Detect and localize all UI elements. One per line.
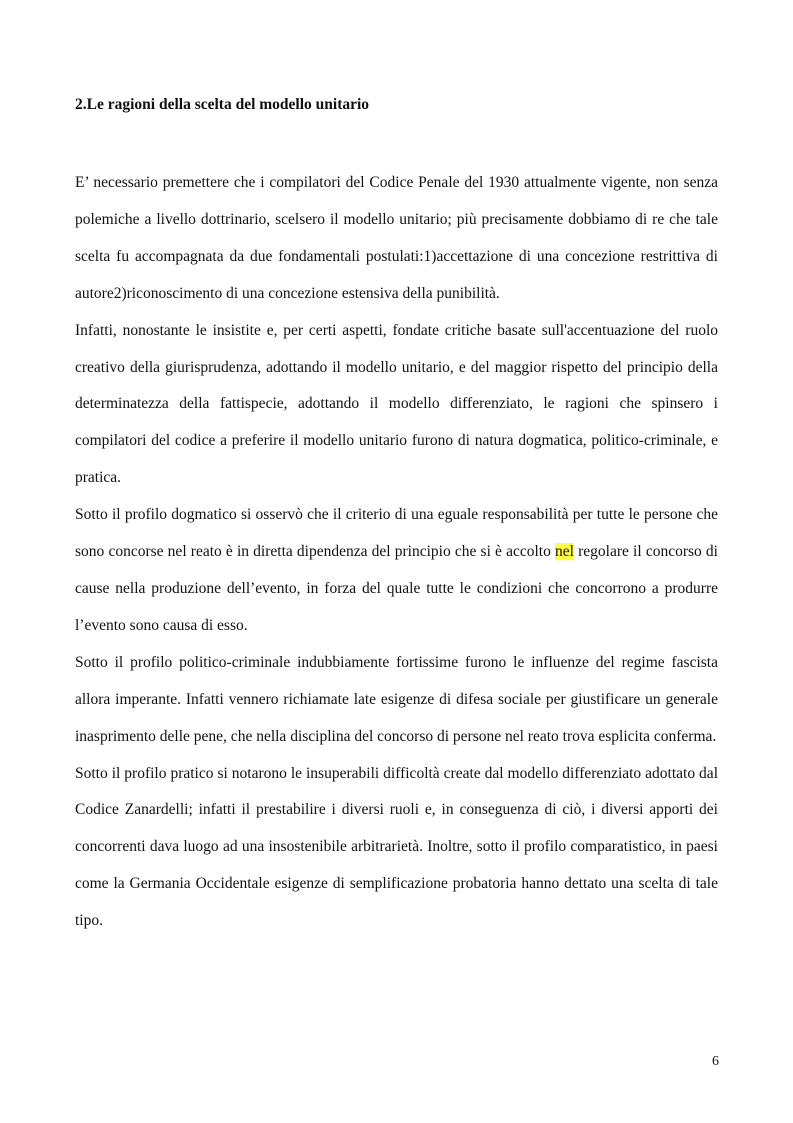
paragraph-premise: E’ necessario premettere che i compilatori del Codice Penale del 1930 attualmente vigente, non senza polemiche a livello dottrinario, scelsero il modello unitario; più precisamente dobbiamo di re che tale scelta fu accompagnata da due fondamentali postulati:1)accettazione di una concezione restrittiva di autore2)riconoscimento di una concezione estensiva della punibilità. xyxy=(75,174,718,302)
paragraph-dogmatic-after: regolare il concorso di cause nella produzione dell’evento, in forza del quale tutte le condizioni che concorrono a produrre l’evento sono causa di esso. xyxy=(75,543,718,634)
section-title: 2.Le ragioni della scelta del modello unitario xyxy=(75,96,370,113)
paragraph-reasons: Infatti, nonostante le insistite e, per certi aspetti, fondate critiche basate sull'accentuazione del ruolo creativo della giurisprudenza, adottando il modello unitario, e del maggior rispetto del principio della determinatezza della fattispecie, adottando il modello differenziato, le ragioni che spinsero i compilatori del codice a preferire il modello unitario furono di natura dogmatica, politico-criminale, e pratica. xyxy=(75,321,718,487)
paragraph-political-criminal: Sotto il profilo politico-criminale indubbiamente fortissime furono le influenze del regime fascista allora imperante. Infatti vennero richiamate late esigenze di difesa sociale per giustificare un generale inasprimento delle pene, che nella disciplina del concorso di persone nel reato trova esplicita conferma. xyxy=(75,653,718,745)
page-number: 6 xyxy=(712,1054,719,1069)
paragraph-dogmatic xyxy=(75,497,718,645)
highlighted-word: nel xyxy=(555,543,574,561)
paragraph-dogmatic-before: Sotto il profilo dogmatico si osservò che il criterio di una eguale responsabilità per tutte le persone che sono concorse nel reato è in diretta dipendenza del principio che si è accolto xyxy=(75,506,718,561)
body-text xyxy=(75,165,718,940)
paragraph-practical: Sotto il profilo pratico si notarono le insuperabili difficoltà create dal modello differenziato adottato dal Codice Zanardelli; infatti il prestabilire i diversi ruoli e, in conseguenza di ciò, i diversi apporti dei concorrenti dava luogo ad una insostenibile arbitrarietà. Inoltre, sotto il profilo comparatistico, in paesi come la Germania Occidentale esigenze di semplificazione probatoria hanno dettato una scelta di tale tipo. xyxy=(75,764,718,930)
